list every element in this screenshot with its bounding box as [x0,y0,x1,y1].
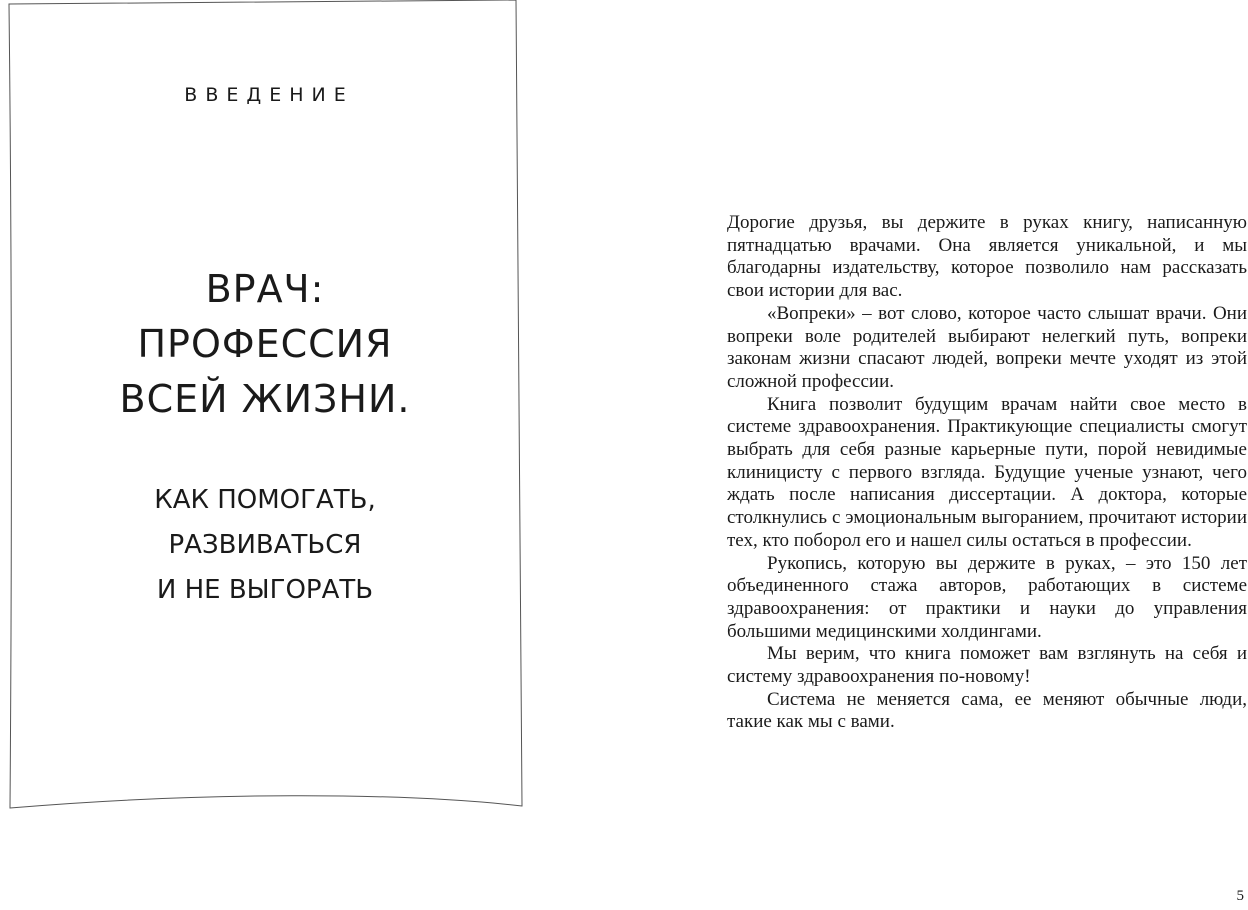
page-title [0,262,530,427]
subtitle-line: И НЕ ВЫГОРАТЬ [156,575,374,605]
paragraph: Книга позволит будущим врачам найти свое место в системе здравоохранения. Практикующие специалисты смогут выбрать для себя разные карьерные пути, порой невидимые клиницисту с первого взгляда. Будущие ученые узнают, чего ждать после написания диссертации. А доктора, которые столкнулись с эмоциональным выгоранием, прочитают истории тех, кто поборол его и нашел силы остаться в профессии. [727,393,1247,551]
intro-body-text [727,212,1247,734]
subtitle-line: КАК ПОМОГАТЬ, [154,485,376,515]
paragraph: Система не меняется сама, ее меняют обычные люди, такие как мы с вами. [727,688,1247,733]
title-line: ПРОФЕССИЯ [137,322,393,366]
paragraph: «Вопреки» – вот слово, которое часто слышат врачи. Они вопреки воле родителей выбирают нелегкий путь, вопреки законам жизни спасают людей, вопреки мечте уходят из этой сложной профессии. [727,302,1247,392]
paragraph: Рукопись, которую вы держите в руках, – это 150 лет объединенного стажа авторов, работающих в системе здравоохранения: от практики и науки до управления большими медицинскими холдингами. [727,552,1247,642]
cover-card [0,0,530,812]
subtitle-line: РАЗВИВАТЬСЯ [168,530,362,560]
section-label: ВВЕДЕНИЕ [184,84,354,106]
paragraph: Дорогие друзья, вы держите в руках книгу, написанную пятнадцатью врачами. Она является уникальной, и мы благодарны издательству, которое позволило нам рассказать свои истории для вас. [727,212,1247,302]
title-line: ВСЕЙ ЖИЗНИ. [119,377,411,421]
title-line: ВРАЧ: [205,267,325,311]
page-subtitle [0,478,530,613]
page-number: 5 [1236,888,1244,904]
paragraph: Мы верим, что книга поможет вам взглянуть на себя и систему здравоохранения по-новому! [727,643,1247,688]
